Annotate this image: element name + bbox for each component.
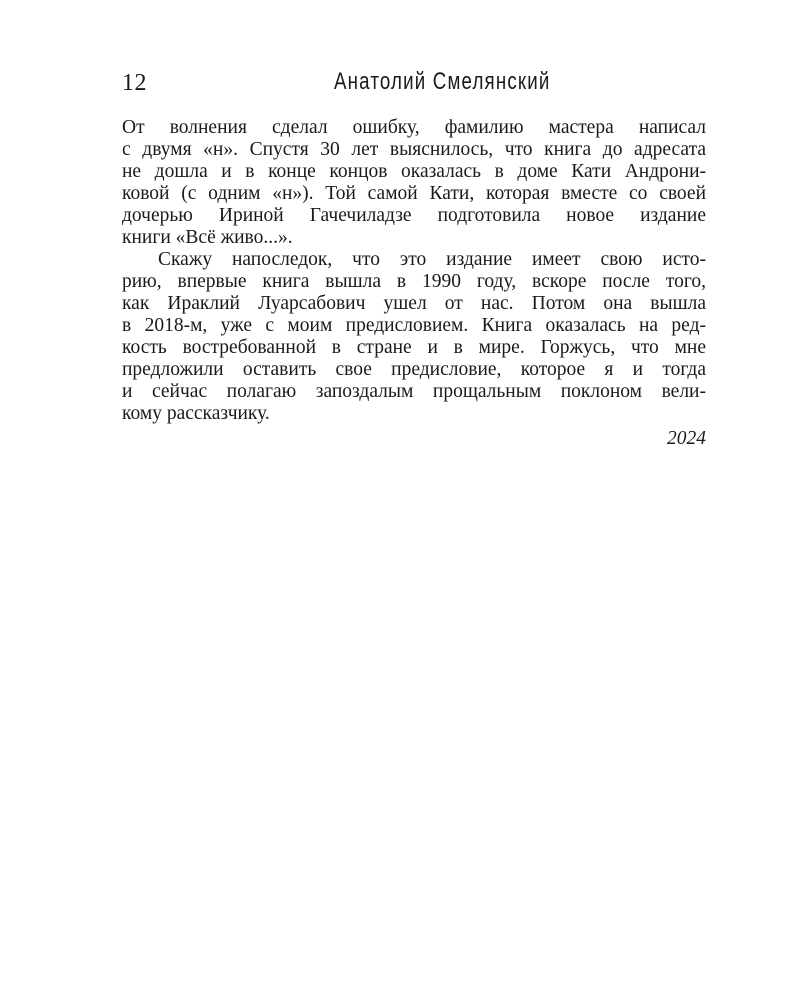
text-line: как Ираклий Луарсабович ушел от нас. Потом она вышла xyxy=(122,293,706,314)
text-line: дочерью Ириной Гачечиладзе подготовила новое издание xyxy=(122,205,706,226)
text-line: не дошла и в конце концов оказалась в доме Кати Андрони- xyxy=(122,161,706,182)
text-line: в 2018-м, уже с моим предисловием. Книга оказалась на ред- xyxy=(122,315,706,336)
text-line: Скажу напоследок, что это издание имеет свою исто- xyxy=(158,249,706,270)
text-line: кость востребованной в стране и в мире. Горжусь, что мне xyxy=(122,337,706,358)
signature-year: 2024 xyxy=(667,428,706,449)
text-line: От волнения сделал ошибку, фамилию мастера написал xyxy=(122,117,706,138)
running-head-author: Анатолий Смелянский xyxy=(334,68,551,95)
text-line: предложили оставить свое предисловие, которое я и тогда xyxy=(122,359,706,380)
text-line: книги «Всё живо...». xyxy=(122,227,293,248)
text-line: с двумя «н». Спустя 30 лет выяснилось, что книга до адресата xyxy=(122,139,706,160)
body-text xyxy=(122,117,706,425)
text-line: кому рассказчику. xyxy=(122,403,270,424)
text-line: и сейчас полагаю запоздалым прощальным поклоном вели- xyxy=(122,381,706,402)
running-head xyxy=(122,68,706,102)
page-number: 12 xyxy=(122,70,147,96)
text-line: рию, впервые книга вышла в 1990 году, вскоре после того, xyxy=(122,271,706,292)
text-line: ковой (с одним «н»). Той самой Кати, которая вместе со своей xyxy=(122,183,706,204)
